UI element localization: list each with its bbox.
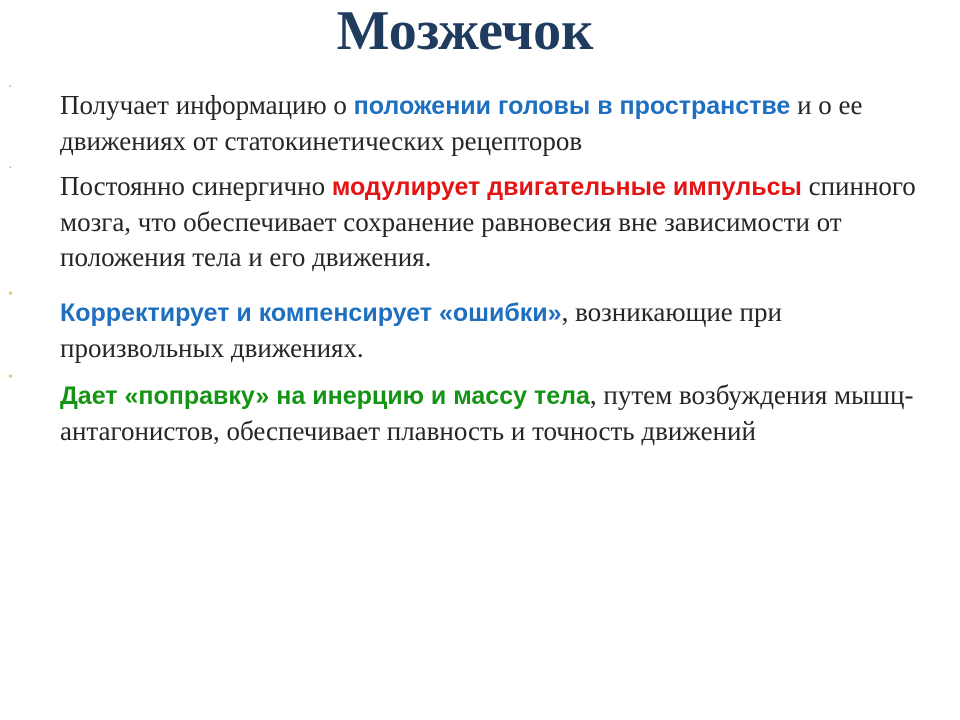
bullet-marker: · xyxy=(8,80,13,95)
bullet-marker: • xyxy=(8,287,13,302)
bullet-marker: • xyxy=(8,370,13,385)
bullet-item-modulation xyxy=(8,161,940,275)
bullet-text: спинного мозга, что обеспечивает сохранение равновесия вне зависимости от положения тела и его движения. xyxy=(60,171,916,272)
bullet-text: и о ее движениях от статокинетических рецепторов xyxy=(60,90,863,156)
bullet-text: , возникающие при произвольных движениях. xyxy=(60,297,782,363)
slide-title: Мозжечок xyxy=(336,0,594,62)
bullet-emphasis: модулирует двигательные импульсы xyxy=(331,173,802,201)
bullet-item-head-position xyxy=(8,80,940,159)
bullet-emphasis: Дает «поправку» на инерцию и массу тела xyxy=(60,382,590,410)
bullet-item-correction xyxy=(8,287,940,366)
bullet-emphasis: Корректирует и компенсирует «ошибки» xyxy=(60,299,562,327)
bullet-marker: · xyxy=(8,161,13,176)
bullet-emphasis: положении головы в пространстве xyxy=(353,92,791,120)
bullet-text: Постоянно синергично xyxy=(60,171,332,201)
bullet-text: Получает информацию о xyxy=(60,90,354,120)
bullet-text: , путем возбуждения мышц-антагонистов, обеспечивает плавность и точность движений xyxy=(60,380,914,446)
bullet-item-inertia xyxy=(8,370,940,449)
